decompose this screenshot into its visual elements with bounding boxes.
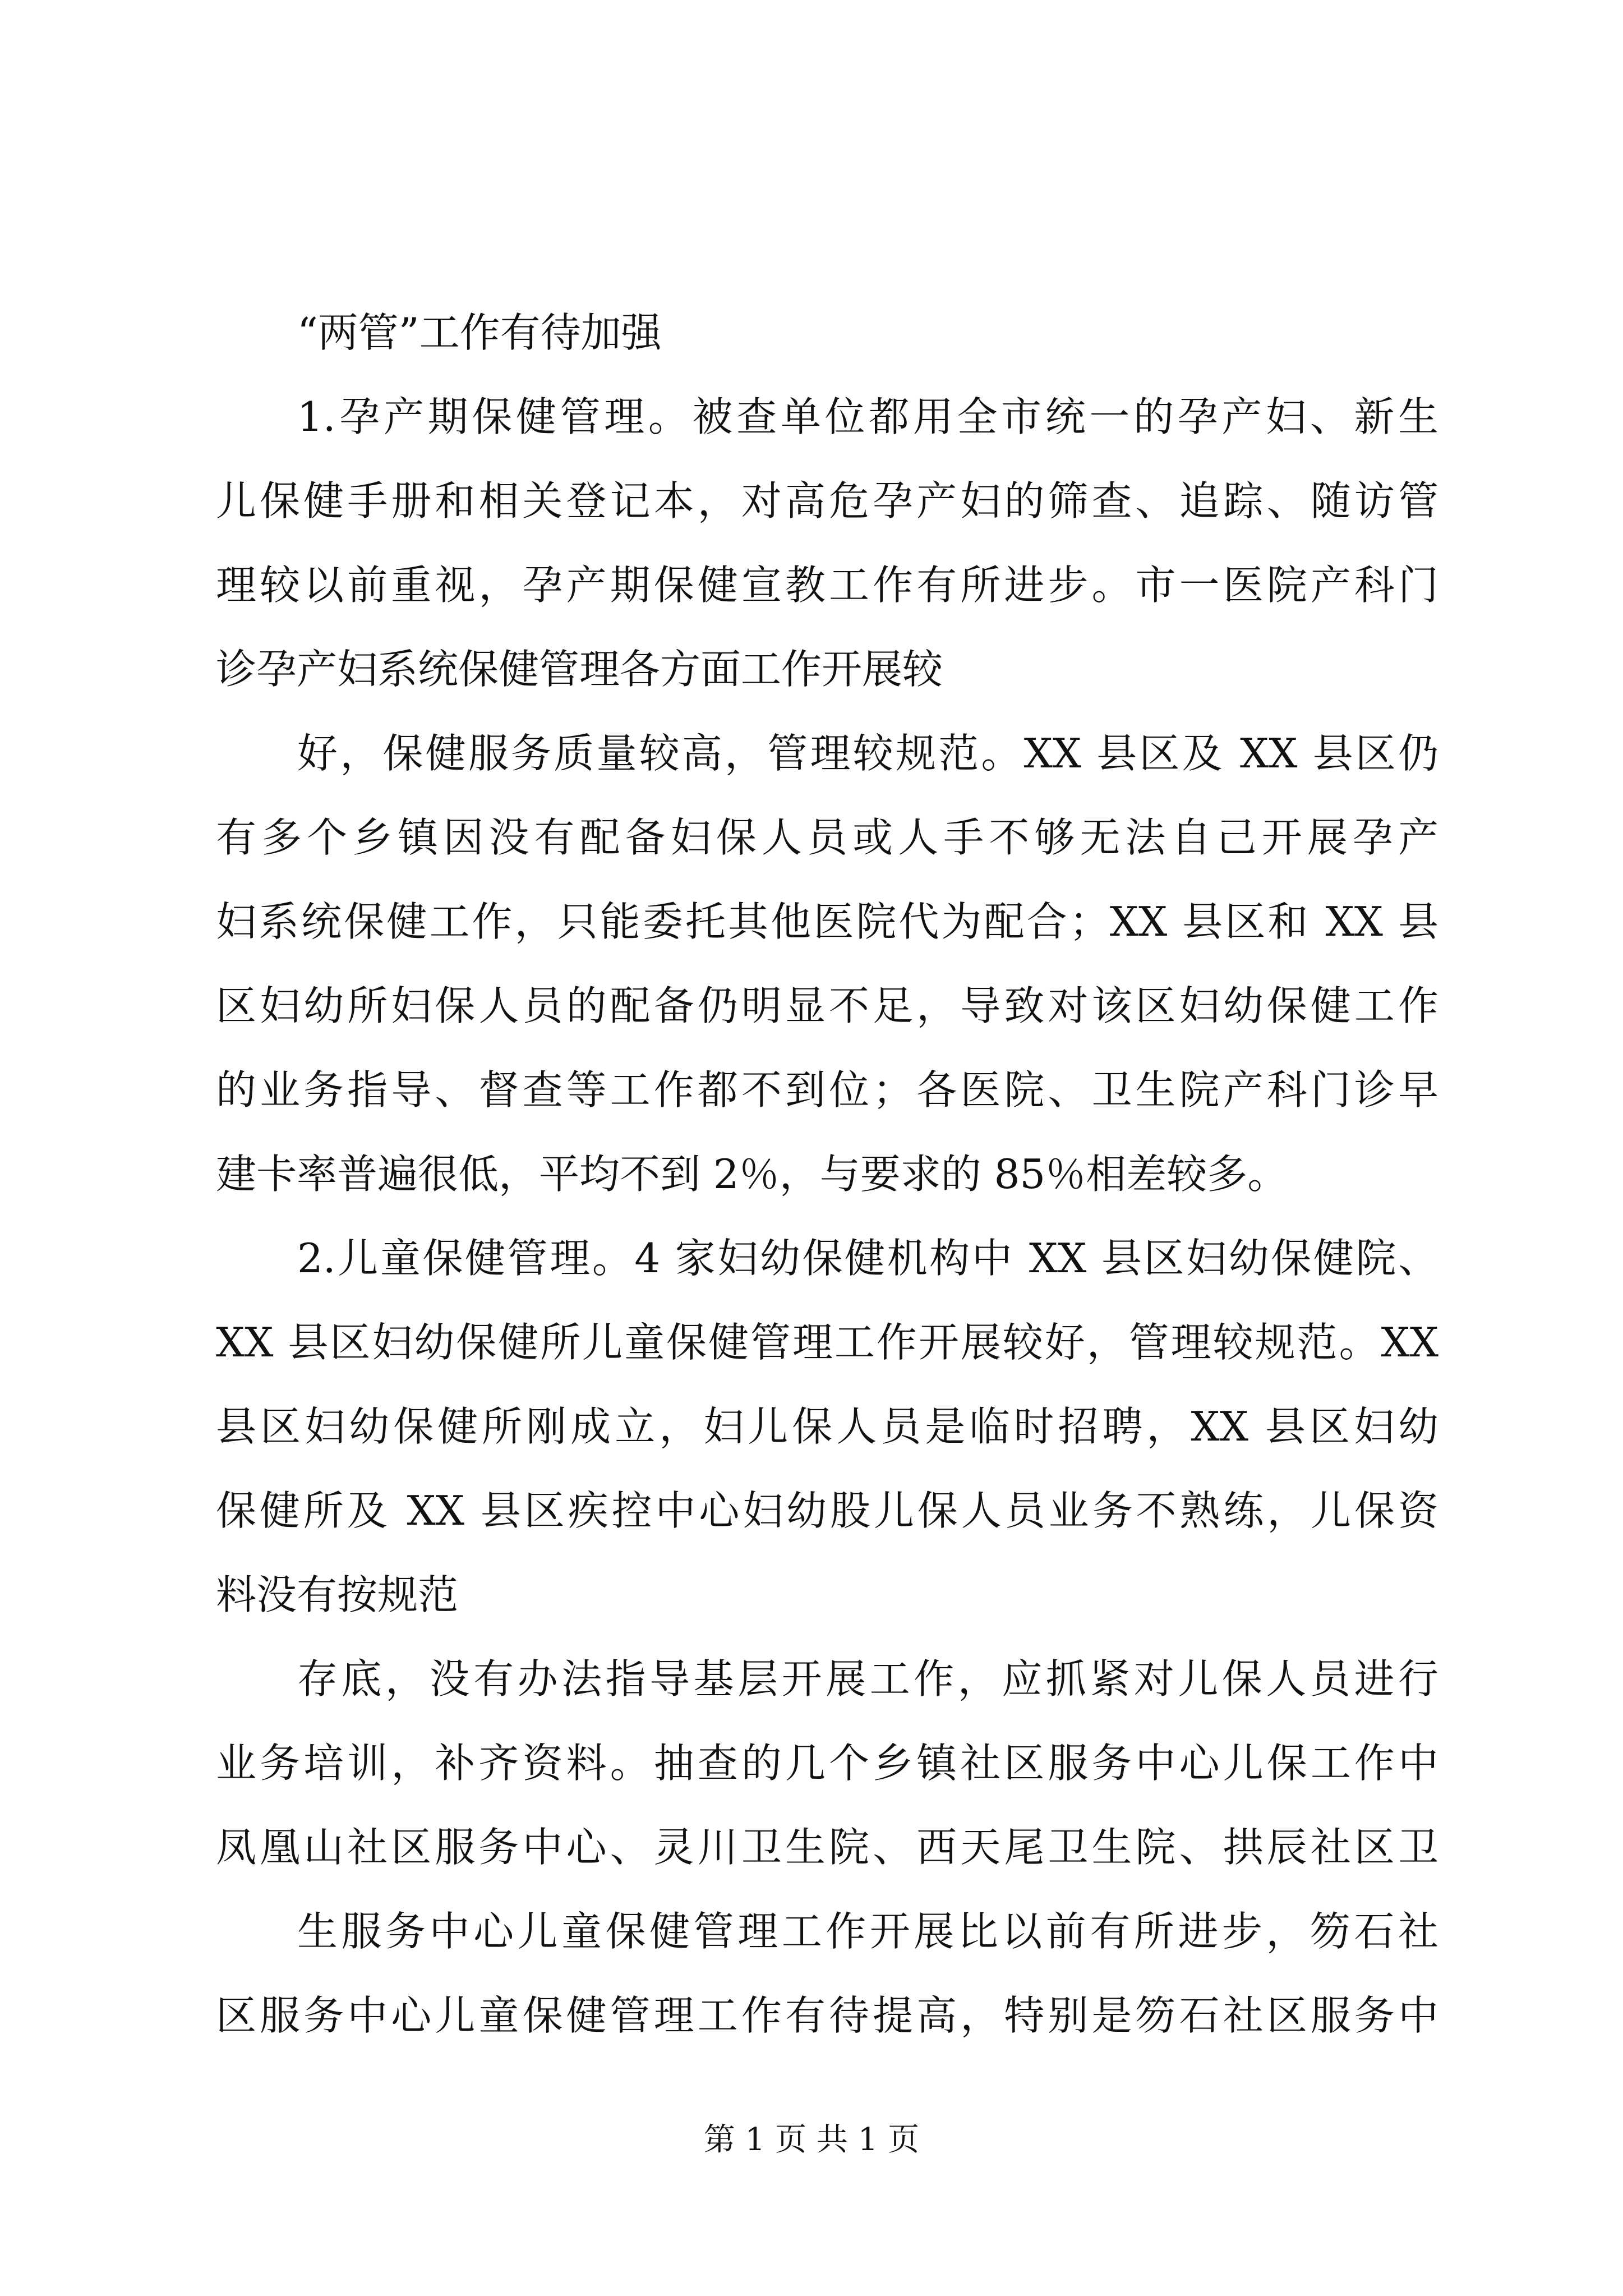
paragraph-line: 县区妇幼保健所刚成立，妇儿保人员是临时招聘，XX 县区妇幼	[216, 1403, 1438, 1450]
paragraph-line: 好，保健服务质量较高，管理较规范。XX 县区及 XX 县区仍	[297, 730, 1438, 777]
paragraph-line: 儿保健手册和相关登记本，对高危孕产妇的筛查、追踪、随访管	[216, 477, 1438, 524]
paragraph-line: 存底，没有办法指导基层开展工作，应抓紧对儿保人员进行	[297, 1655, 1438, 1703]
paragraph-line: 保健所及 XX 县区疾控中心妇幼股儿保人员业务不熟练，儿保资	[216, 1487, 1438, 1534]
paragraph-line: 生服务中心儿童保健管理工作开展比以前有所进步，笏石社	[297, 1908, 1438, 1955]
paragraph-line: 有多个乡镇因没有配备妇保人员或人手不够无法自己开展孕产	[216, 814, 1438, 861]
paragraph-line: 区妇幼所妇保人员的配备仍明显不足，导致对该区妇幼保健工作	[216, 982, 1438, 1029]
paragraph-line: 建卡率普遍很低，平均不到 2％，与要求的 85％相差较多。	[216, 1151, 1288, 1198]
page-number-footer: 第 1 页 共 1 页	[703, 2122, 920, 2158]
paragraph-line: 料没有按规范	[216, 1571, 459, 1618]
paragraph-line: 业务培训，补齐资料。抽查的几个乡镇社区服务中心儿保工作中	[216, 1740, 1438, 1787]
paragraph-line: 1.孕产期保健管理。被查单位都用全市统一的孕产妇、新生	[297, 393, 1438, 440]
paragraph-line: 诊孕产妇系统保健管理各方面工作开展较	[216, 646, 943, 693]
paragraph-line: 妇系统保健工作，只能委托其他医院代为配合；XX 县区和 XX 县	[216, 898, 1438, 945]
paragraph-line: XX 县区妇幼保健所儿童保健管理工作开展较好，管理较规范。XX	[216, 1319, 1438, 1366]
paragraph-line: 2.儿童保健管理。4 家妇幼保健机构中 XX 县区妇幼保健院、	[297, 1235, 1438, 1282]
paragraph-line: 凤凰山社区服务中心、灵川卫生院、西天尾卫生院、拱辰社区卫	[216, 1824, 1438, 1871]
paragraph-line: 理较以前重视，孕产期保健宣教工作有所进步。市一医院产科门	[216, 562, 1438, 609]
paragraph-line: 区服务中心儿童保健管理工作有待提高，特别是笏石社区服务中	[216, 1992, 1438, 2039]
section-heading: “两管”工作有待加强	[297, 309, 662, 356]
paragraph-line: 的业务指导、督查等工作都不到位；各医院、卫生院产科门诊早	[216, 1066, 1438, 1114]
